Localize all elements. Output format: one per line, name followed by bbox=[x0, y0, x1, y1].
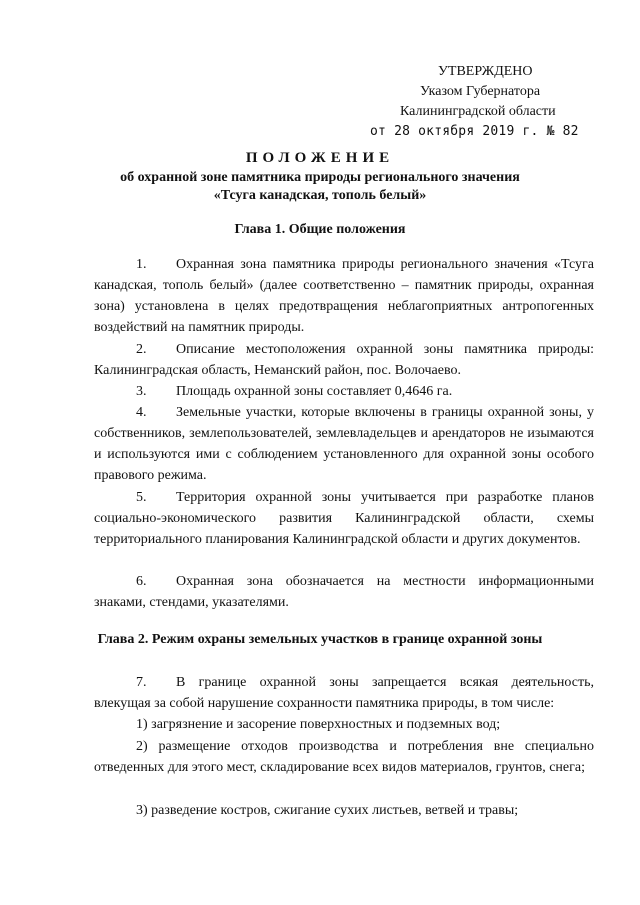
approval-line: Указом Губернатора bbox=[420, 84, 541, 99]
approval-stamp bbox=[370, 62, 580, 142]
paragraph-number: 2. bbox=[136, 342, 147, 357]
paragraph-number: 6. bbox=[136, 574, 147, 589]
chapter-heading: Глава 2. Режим охраны земельных участков в границе охранной зоны bbox=[97, 632, 543, 647]
approval-line: Калининградской области bbox=[400, 104, 556, 119]
paragraph bbox=[94, 672, 594, 714]
paragraph bbox=[94, 254, 594, 338]
document-subtitle: об охранной зоне памятника природы регионального значения bbox=[120, 170, 520, 185]
paragraph-number: 1. bbox=[136, 257, 147, 272]
paragraph bbox=[94, 402, 594, 486]
paragraph bbox=[94, 571, 594, 613]
paragraph-text: Охранная зона обозначается на местности информационными знаками, стендами, указателями. bbox=[94, 574, 594, 610]
document-subtitle: «Тсуга канадская, тополь белый» bbox=[213, 188, 427, 203]
paragraph-text: Площадь охранной зоны составляет 0,4646 га. bbox=[176, 384, 453, 399]
paragraph bbox=[94, 381, 594, 402]
paragraph bbox=[94, 339, 594, 381]
paragraph-number: 3. bbox=[136, 384, 147, 399]
paragraph bbox=[94, 487, 594, 550]
paragraph-text: Описание местоположения охранной зоны памятника природы: Калининградская область, Неманский район, пос. Волочаево. bbox=[94, 342, 594, 378]
paragraph-text: В границе охранной зоны запрещается всякая деятельность, влекущая за собой нарушение сохранности памятника природы, в том числе: bbox=[94, 675, 594, 711]
document-title: ПОЛОЖЕНИЕ bbox=[245, 150, 395, 166]
chapter-heading: Глава 1. Общие положения bbox=[234, 222, 406, 237]
list-item: 2) размещение отходов производства и потребления вне специально отведенных для этого мест, складирование всех видов материалов, грунтов, снега; bbox=[94, 739, 594, 775]
paragraph-text: Территория охранной зоны учитывается при разработке планов социально-экономического развития Калининградской области, схемы территориального планирования Калининградской области и других документов. bbox=[94, 490, 594, 547]
list-item: 1) загрязнение и засорение поверхностных и подземных вод; bbox=[136, 717, 501, 732]
paragraph-number: 4. bbox=[136, 405, 147, 420]
approval-line: УТВЕРЖДЕНО bbox=[438, 64, 533, 79]
paragraph-number: 5. bbox=[136, 490, 147, 505]
paragraph-text: Охранная зона памятника природы регионального значения «Тсуга канадская, тополь белый» (далее соответственно – памятник природы, охранная зона) установлена в целях предотвращения неблагоприятных антропогенных воздействий на памятник природы. bbox=[94, 257, 594, 335]
paragraph-text: Земельные участки, которые включены в границы охранной зоны, у собственников, землепользователей, землевладельцев и арендаторов не изымаются и используются ими с соблюдением установленного для охранной зоны особого правового режима. bbox=[94, 405, 594, 483]
list-item: 3) разведение костров, сжигание сухих листьев, ветвей и травы; bbox=[136, 803, 519, 818]
approval-date: от 28 октября 2019 г. № 82 bbox=[370, 124, 579, 139]
paragraph-number: 7. bbox=[136, 675, 147, 690]
